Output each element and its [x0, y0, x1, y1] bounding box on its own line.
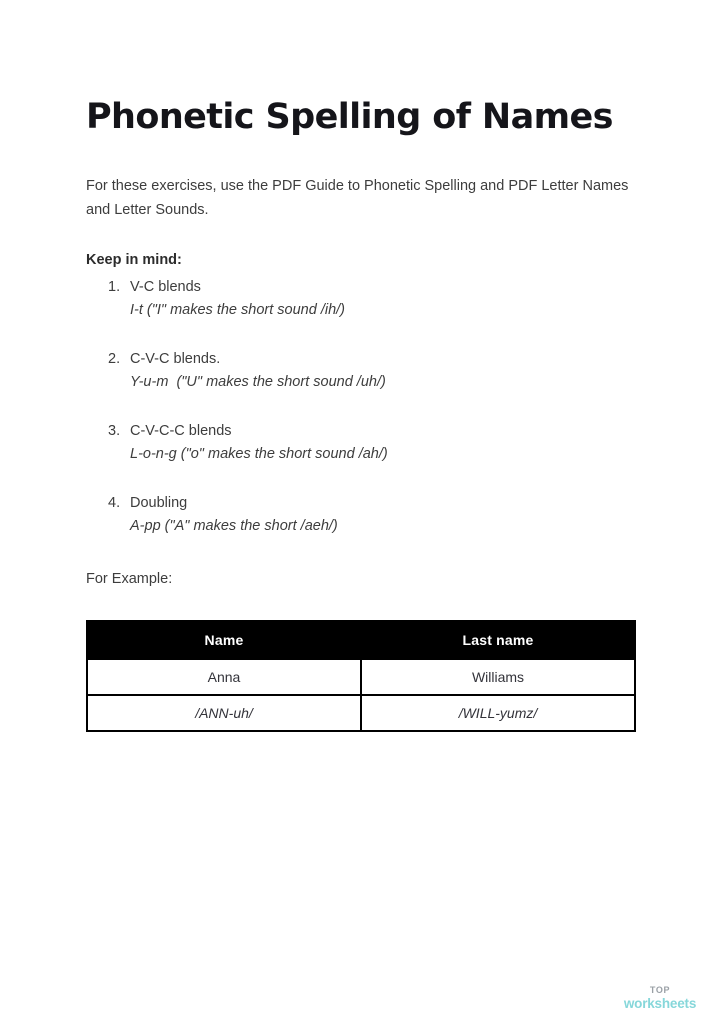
rules-list	[86, 270, 636, 538]
example-table	[86, 620, 636, 732]
brand-logo	[612, 986, 708, 1011]
table-row	[87, 695, 635, 731]
column-header-name: Name	[87, 621, 361, 659]
cell-last-name: Williams	[361, 659, 635, 695]
rule-example: A-pp ("A" makes the short /aeh/)	[130, 518, 338, 534]
table-row	[87, 659, 635, 695]
rule-number: 3.	[108, 423, 121, 439]
page-title: Phonetic Spelling of Names	[86, 97, 613, 137]
rule-title: Doubling	[130, 495, 188, 511]
rule-title: V-C blends	[130, 279, 201, 295]
rule-example: Y-u-m ("U" makes the short sound /uh/)	[130, 374, 386, 390]
cell-last-name-phonetic: /WILL-yumz/	[361, 695, 635, 731]
column-header-last-name: Last name	[361, 621, 635, 659]
keep-in-mind-label: Keep in mind:	[86, 252, 182, 268]
intro-paragraph: For these exercises, use the PDF Guide to Phonetic Spelling and PDF Letter Names and Letter Sounds.	[86, 178, 629, 218]
for-example-label: For Example:	[86, 571, 173, 587]
table-header-row	[87, 621, 635, 659]
rule-title: C-V-C-C blends	[130, 423, 232, 439]
list-item	[86, 492, 636, 538]
cell-name-phonetic: /ANN-uh/	[87, 695, 361, 731]
rule-number: 4.	[108, 495, 121, 511]
rule-example: L-o-n-g ("o" makes the short sound /ah/)	[130, 446, 388, 462]
rule-number: 2.	[108, 351, 121, 367]
table-body	[87, 659, 635, 731]
logo-top-text: TOP	[649, 984, 671, 995]
rule-example: I-t ("I" makes the short sound /ih/)	[130, 302, 345, 318]
worksheet-content	[86, 0, 636, 732]
list-item	[86, 276, 636, 322]
list-item	[86, 420, 636, 466]
cell-name: Anna	[87, 659, 361, 695]
rule-number: 1.	[108, 279, 121, 295]
rule-title: C-V-C blends.	[130, 351, 221, 367]
table-header	[87, 621, 635, 659]
list-item	[86, 348, 636, 394]
logo-worksheets-text: worksheets	[623, 995, 697, 1011]
